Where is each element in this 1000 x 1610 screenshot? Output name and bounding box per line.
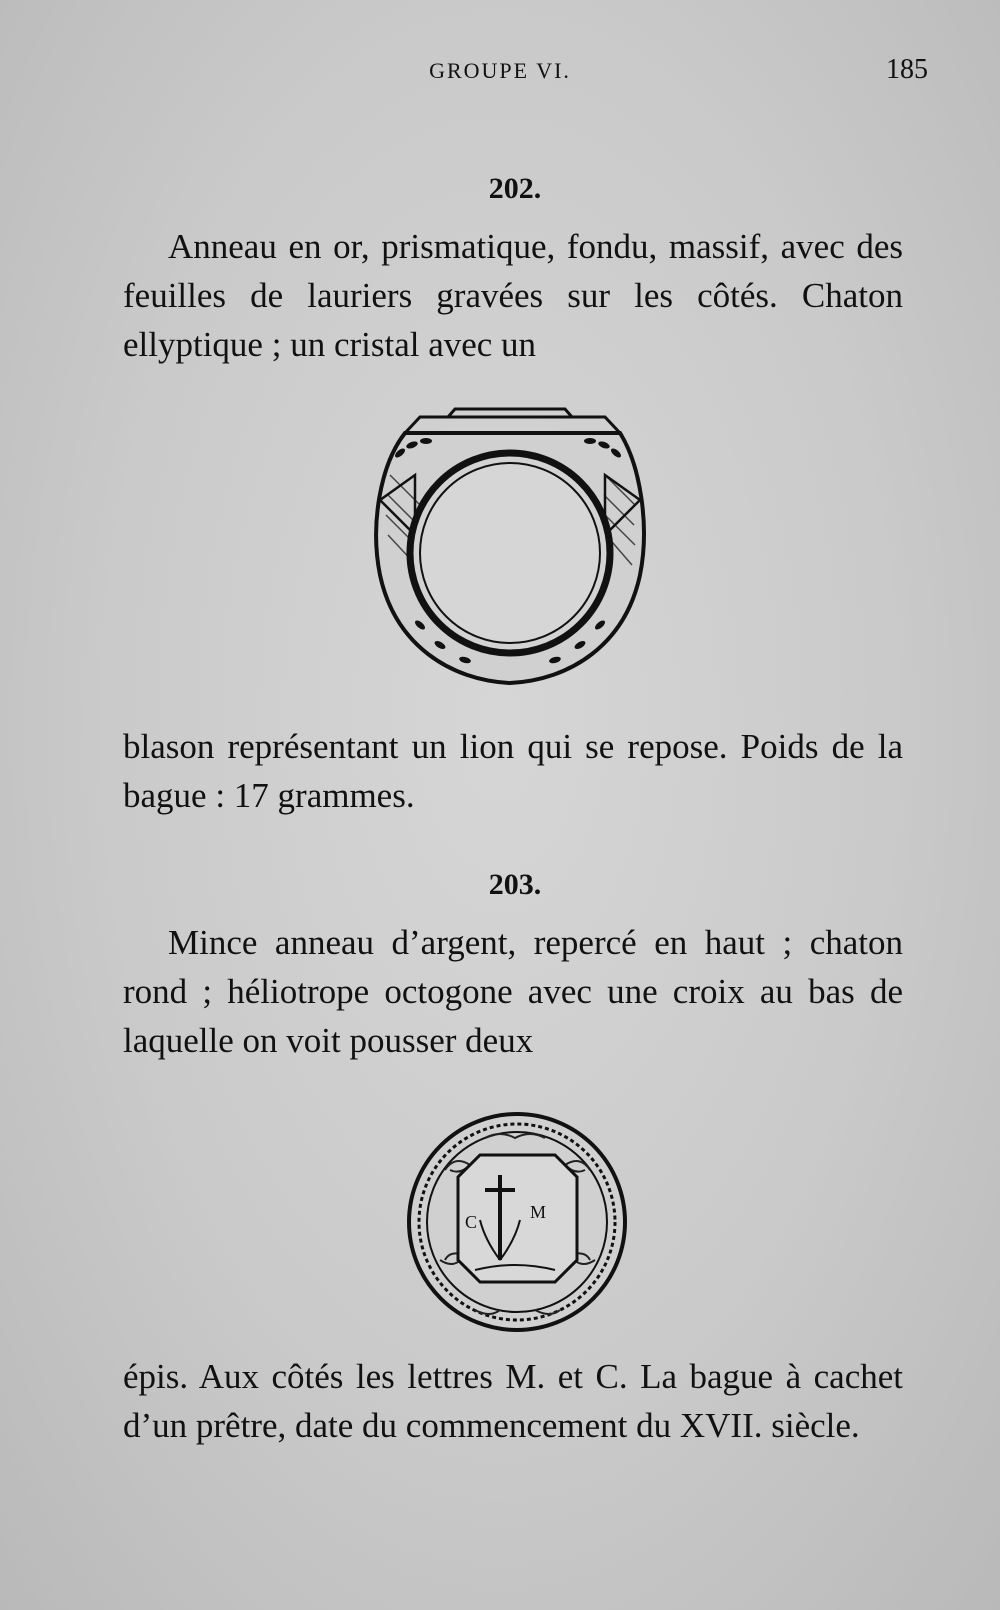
seal-letter-m: M xyxy=(530,1202,547,1222)
entry-number-202: 202. xyxy=(488,172,542,205)
entry-202-text-before: Anneau en or, prismatique, fondu, massif, avec des feuilles de lauriers gravées sur les côtés. Chaton ellyptique ; un cristal avec un xyxy=(123,227,903,364)
seal-illustration-icon xyxy=(405,1110,630,1335)
page-number: 185 xyxy=(886,54,928,85)
entry-203-text-before: Mince anneau d’argent, repercé en haut ; chaton rond ; héliotrope octogone avec une croix au bas de laquelle on voit pousser deux xyxy=(123,923,903,1060)
running-header: GROUPE VI. xyxy=(429,58,571,83)
entry-202-text-after: blason représentant un lion qui se repose. Poids de la bague : 17 grammes. xyxy=(123,727,903,815)
ring-illustration-icon xyxy=(360,405,660,695)
entry-number-203: 203. xyxy=(488,868,542,901)
entry-203-text-after: épis. Aux côtés les lettres M. et C. La bague à cachet d’un prêtre, date du commencement du XVII. siècle. xyxy=(123,1357,903,1445)
seal-letter-c: C xyxy=(465,1212,478,1232)
